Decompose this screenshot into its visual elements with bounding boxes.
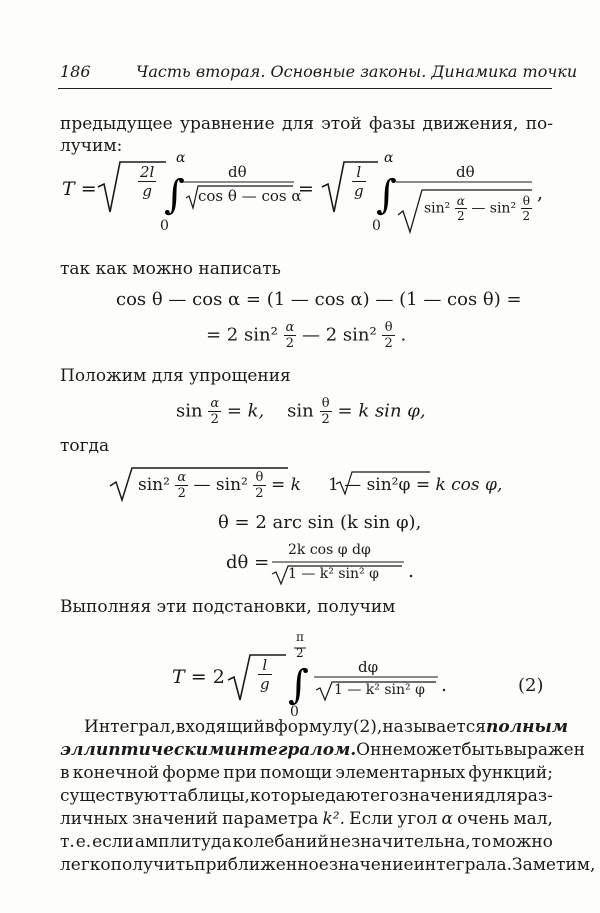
word: значений xyxy=(131,809,218,829)
radical-sign xyxy=(322,162,378,212)
eq6-den: 1 — k² sin² φ xyxy=(288,566,379,582)
fraction-numerator: α xyxy=(210,396,220,411)
word: которые xyxy=(250,786,326,806)
word: очень xyxy=(457,809,510,829)
fraction-denominator: 2 xyxy=(384,336,393,351)
fraction-numerator: θ xyxy=(320,396,332,412)
word: (2), xyxy=(352,717,383,737)
word: α xyxy=(441,809,453,829)
eq7-den: 1 — k² sin² φ xyxy=(334,682,425,698)
word: Он xyxy=(356,740,382,760)
emphasis-word: полным xyxy=(486,717,569,737)
half-theta xyxy=(320,396,332,427)
word: личных xyxy=(60,809,128,829)
since-text: так как можно написать xyxy=(60,259,281,279)
word: конечной xyxy=(72,763,160,783)
eq1-lower-limit-2: 0 xyxy=(372,218,381,234)
word: Интеграл, xyxy=(84,717,176,737)
fraction-denominator: 2 xyxy=(321,412,330,427)
half-theta xyxy=(253,470,265,501)
fraction-numerator: θ xyxy=(382,320,394,336)
emphasis-word: интегралом. xyxy=(224,740,357,760)
eq3-k: = k, xyxy=(226,400,265,422)
word: формулу xyxy=(274,717,353,737)
page-number: 186 xyxy=(60,62,91,81)
fraction-denominator: 2 xyxy=(210,412,219,427)
eq7-T: T xyxy=(172,666,185,688)
fraction-denominator: g xyxy=(354,182,364,200)
fraction-denominator: 2 xyxy=(255,486,264,501)
eq1-integrand2-num: dθ xyxy=(456,163,475,181)
intro-line-1 xyxy=(60,114,553,134)
integral-sign: ∫ xyxy=(288,662,309,708)
closing-line-2 xyxy=(60,740,585,760)
word: если xyxy=(92,832,134,852)
word: помощи xyxy=(259,763,333,783)
fraction-denominator: g xyxy=(142,182,152,200)
half-alpha xyxy=(208,396,221,427)
word: дают xyxy=(325,786,370,806)
eq7-sqrt-frac xyxy=(258,656,272,693)
eq7-lhs xyxy=(172,666,225,688)
word: Заметим, xyxy=(511,855,596,875)
word: таблицы, xyxy=(168,786,250,806)
word: входящий xyxy=(175,717,265,737)
word: в xyxy=(264,717,275,737)
sin-squared: sin² xyxy=(138,475,170,495)
word: для xyxy=(281,114,314,134)
fraction-numerator: θ xyxy=(253,470,265,486)
word: его xyxy=(369,786,400,806)
word: угол xyxy=(397,809,438,829)
half-alpha xyxy=(284,320,297,351)
eq4-k: = k xyxy=(270,475,301,495)
fraction-numerator: α xyxy=(177,470,187,485)
word: по- xyxy=(525,114,553,134)
word: фазы xyxy=(369,114,416,134)
word: называется xyxy=(382,717,487,737)
word: при xyxy=(223,763,257,783)
eq4-root: 1 — sin²φ xyxy=(327,475,411,495)
eq3-rhs: = k sin φ, xyxy=(337,400,426,422)
eq1-integrand-den: cos θ — cos α xyxy=(198,187,302,205)
intro-line-2: лучим: xyxy=(60,136,123,156)
word: не xyxy=(381,740,403,760)
word: колебаний xyxy=(232,832,329,852)
word: этой xyxy=(321,114,362,134)
word: легко xyxy=(60,855,111,875)
eq7-equals: = 2 xyxy=(190,666,225,688)
word: параметра xyxy=(222,809,319,829)
fraction-numerator: 2l xyxy=(140,163,155,181)
fraction-denominator: 2 xyxy=(177,486,186,501)
eq1-sqrt2-frac xyxy=(352,163,366,200)
word: т. xyxy=(60,832,75,852)
radical-sign xyxy=(228,655,286,700)
eq1-lower-limit: 0 xyxy=(160,218,169,234)
eq1-equals: = xyxy=(80,178,97,200)
eq6-tail: . xyxy=(408,560,415,582)
fraction-denominator: 2 xyxy=(285,336,295,351)
word: форме xyxy=(162,763,221,783)
word: значения xyxy=(399,786,485,806)
word: значение xyxy=(328,855,414,875)
running-title: Часть вторая. Основные законы. Динамика точки xyxy=(136,62,578,81)
fraction-numerator: l xyxy=(258,656,272,675)
half-theta xyxy=(521,194,533,223)
emphasis-word: эллиптическим xyxy=(60,740,225,760)
fraction-numerator: l xyxy=(352,163,366,182)
eq1-sqrt-frac xyxy=(138,163,156,200)
eq1-comma: , xyxy=(537,182,544,204)
word: элементарных xyxy=(335,763,466,783)
word: амплитуда xyxy=(134,832,232,852)
minus-sin-squared: — sin² xyxy=(193,475,248,495)
eq2-mid: — 2 sin² xyxy=(302,324,377,346)
word: уравнение xyxy=(179,114,275,134)
eq5: θ = 2 arc sin (k sin φ), xyxy=(218,512,422,533)
word: быть xyxy=(461,740,504,760)
equation-number: (2) xyxy=(518,675,544,696)
word: k². xyxy=(322,809,346,829)
eq2-line-2 xyxy=(206,320,406,351)
eq2-line-1: cos θ — cos α = (1 — cos α) — (1 — cos θ) = xyxy=(116,289,522,310)
integral-sign: ∫ xyxy=(376,172,397,218)
let-text: Положим для упрощения xyxy=(60,366,291,386)
word: мал, xyxy=(513,809,553,829)
eq1-equals-2: = xyxy=(298,178,314,200)
sin-squared: sin² xyxy=(424,200,451,217)
fraction-numerator: α xyxy=(285,320,295,335)
integral-sign: ∫ xyxy=(164,172,185,218)
word: предыдущее xyxy=(60,114,173,134)
eq2-lead: = 2 sin² xyxy=(206,324,278,346)
word: можно xyxy=(492,832,553,852)
eq7-upper-den: 2 xyxy=(296,646,304,660)
then-text: тогда xyxy=(60,436,110,456)
eq4-rhs: = k cos φ, xyxy=(415,475,503,495)
eq6-lhs: dθ = xyxy=(226,552,270,573)
word: раз- xyxy=(516,786,553,806)
fraction-denominator: 2 xyxy=(456,209,465,223)
eq1-upper-limit: α xyxy=(176,150,186,166)
word: функций; xyxy=(468,763,553,783)
word: выражен xyxy=(503,740,585,760)
fraction-denominator: g xyxy=(260,675,270,693)
eq1-integrand2-den xyxy=(424,194,532,223)
word: получить xyxy=(110,855,195,875)
minus-sin-squared: — sin² xyxy=(471,200,517,217)
substitution-text: Выполняя эти подстановки, получим xyxy=(60,597,396,617)
word: интеграла. xyxy=(413,855,512,875)
eq4 xyxy=(138,470,502,501)
half-alpha xyxy=(175,470,188,501)
word: для xyxy=(484,786,517,806)
eq1-integrand-num: dθ xyxy=(228,163,247,181)
sin: sin xyxy=(176,400,203,422)
word: приближенное xyxy=(194,855,329,875)
eq6-num: 2k cos φ dφ xyxy=(288,542,371,558)
eq2-tail: . xyxy=(400,324,407,346)
closing-line-6 xyxy=(60,832,553,852)
half-alpha xyxy=(455,194,467,223)
eq7-num: dφ xyxy=(358,658,379,676)
word: в xyxy=(60,763,70,783)
closing-line-4 xyxy=(60,786,553,806)
eq1-T xyxy=(62,178,97,200)
closing-line-1 xyxy=(60,717,569,737)
fraction-denominator: 2 xyxy=(522,209,531,223)
closing-line-3 xyxy=(60,763,553,783)
eq1-upper-limit-2: α xyxy=(384,150,394,166)
eq7-upper-num: π xyxy=(296,630,304,644)
word: е. xyxy=(75,832,92,852)
fraction-numerator: θ xyxy=(521,194,533,209)
closing-line-5 xyxy=(60,809,553,829)
fraction-numerator: α xyxy=(456,194,465,208)
eq7-tail: . xyxy=(441,674,448,696)
eq1-lhs: T xyxy=(62,178,75,200)
header-rule xyxy=(58,88,552,89)
word: может xyxy=(402,740,462,760)
half-theta xyxy=(382,320,394,351)
sin: sin xyxy=(287,400,314,422)
eq7-lower-limit: 0 xyxy=(290,704,299,720)
closing-line-7 xyxy=(60,855,596,875)
word: незначительна, xyxy=(329,832,471,852)
word: существуют xyxy=(60,786,169,806)
eq3 xyxy=(176,396,426,427)
word: то xyxy=(471,832,492,852)
word: Если xyxy=(349,809,394,829)
word: движения, xyxy=(422,114,519,134)
